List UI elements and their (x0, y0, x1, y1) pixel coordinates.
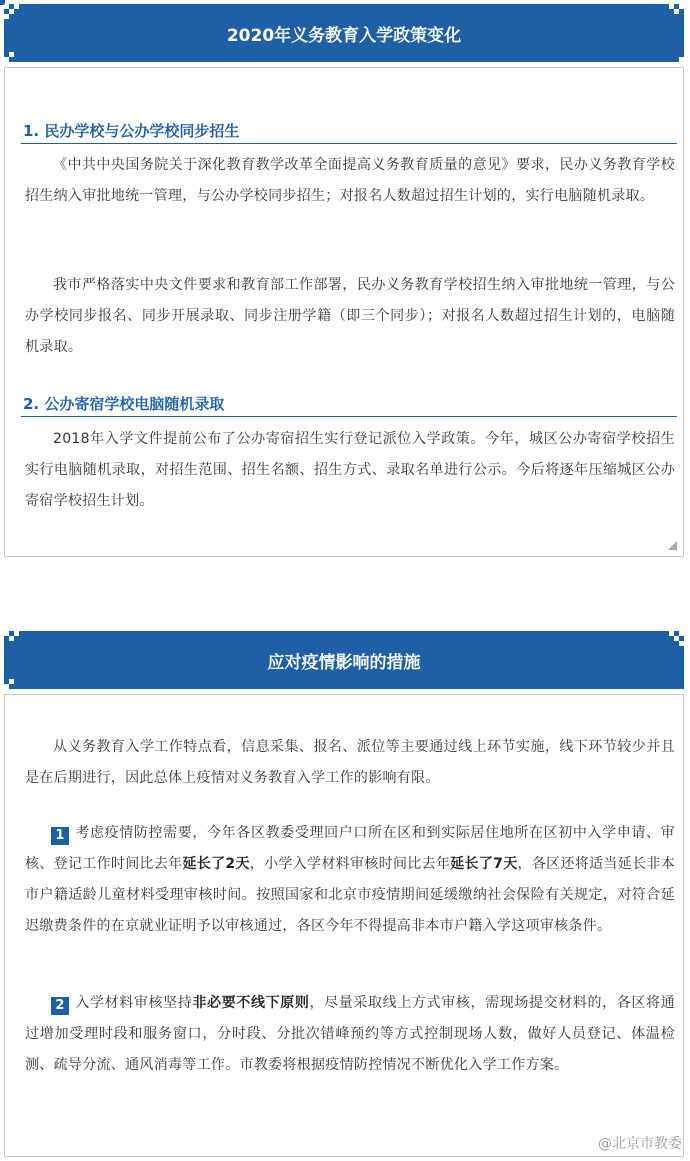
decor-pixel (9, 636, 14, 641)
decor-pixel (14, 631, 19, 636)
decor-pixel (669, 631, 674, 636)
measure-text: ，各区还将适当延长非本市户籍适龄儿童材料受理审核时间。按照国家和北京市疫情期间延缓缴纳社会保险有关规定，对符合延迟缴费条件的在京就业证明予以审核通过，各区今年不得提高非本市户籍入学这项审核条件。 (25, 856, 675, 934)
decor-pixel (679, 641, 684, 646)
measure-emphasis: 非必要不线下原则 (192, 995, 310, 1011)
decor-pixel (9, 679, 14, 684)
decor-pixel (679, 57, 684, 62)
resize-corner-icon (668, 541, 677, 550)
decor-pixel (669, 4, 674, 9)
measure-text: 考虑疫情防控需要，今年各区教委受理回户口所在区和到实际居住地所在区初中入学申请、审核、登记工作时间比去年 (25, 825, 675, 872)
number-badge: 2 (51, 997, 69, 1015)
banner-title: 2020年义务教育入学政策变化 (226, 25, 462, 46)
decor-pixel (9, 52, 14, 57)
paragraph: 《中共中央国务院关于深化教育教学改革全面提高义务教育质量的意见》要求，民办义务教育学校招生纳入审批地统一管理，与公办学校同步招生；对报名人数超过招生计划的，实行电脑随机录取。 (25, 157, 675, 204)
watermark: @北京市教委 (598, 1136, 682, 1152)
measure-text: ，小学入学材料审核时间比去年 (249, 856, 451, 872)
policy-card (4, 67, 684, 557)
decor-pixel (4, 14, 9, 19)
measure-text: 入学材料审核坚持 (75, 995, 193, 1011)
paragraph: 2018年入学文件提前公布了公办寄宿招生实行登记派位入学政策。今年，城区公办寄宿学校招生实行电脑随机录取，对招生范围、招生名额、招生方式、录取名单进行公示。今后将逐年压缩城区公办寄宿学校招生计划。 (25, 431, 675, 509)
decor-pixel (4, 57, 9, 62)
decor-pixel (679, 631, 684, 636)
paragraph: 从义务教育入学工作特点看，信息采集、报名、派位等主要通过线上环节实施，线下环节较少并且是在后期进行，因此总体上疫情对义务教育入学工作的影响有限。 (25, 739, 675, 786)
measure-text: ，尽量采取线上方式审核，需现场提交材料的，各区将通过增加受理时段和服务窗口，分时段、分批次错峰预约等方式控制现场人数，做好人员登记、体温检测、疏导分流、通风消毒等工作。市教委将根据疫情防控情况不断优化入学工作方案。 (25, 995, 675, 1073)
measure-item-1 (25, 818, 675, 942)
measure-emphasis: 延长了2天 (182, 856, 250, 872)
decor-pixel (674, 9, 679, 14)
decor-pixel (14, 4, 19, 9)
section-banner-measures (4, 631, 684, 689)
section-banner-policy (4, 4, 684, 62)
decor-pixel (9, 9, 14, 14)
decor-pixel (679, 4, 684, 9)
measures-card (4, 694, 684, 1157)
paragraph: 我市严格落实中央文件要求和教育部工作部署，民办义务教育学校招生纳入审批地统一管理，与公办学校同步报名、同步开展录取、同步注册学籍（即三个同步）；对报名人数超过招生计划的，电脑随机录取。 (25, 277, 675, 355)
section-heading: 2. 公办寄宿学校电脑随机录取 (21, 393, 677, 417)
number-badge: 1 (51, 827, 69, 845)
section-heading: 1. 民办学校与公办学校同步招生 (21, 120, 677, 144)
decor-pixel (4, 684, 9, 689)
measure-emphasis: 延长了7天 (450, 856, 518, 872)
measure-item-2 (25, 988, 675, 1081)
banner-title: 应对疫情影响的措施 (267, 652, 421, 673)
